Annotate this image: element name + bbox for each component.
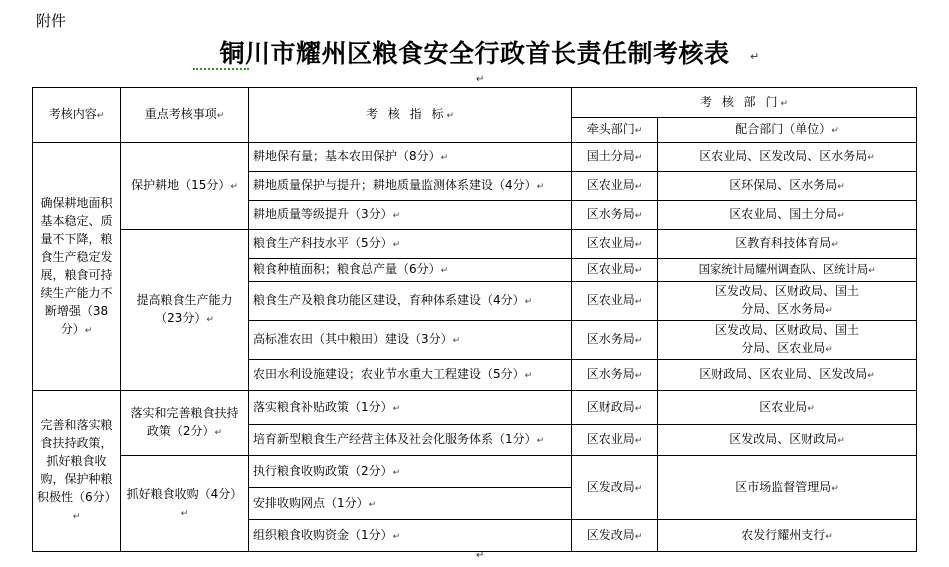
attachment-label: 附件: [36, 12, 67, 30]
lead-dept-cell: 区发改局↵: [572, 520, 658, 552]
indicator-cell: 粮食生产及粮食功能区建设，育种体系建设（4分）↵: [249, 282, 572, 321]
spellcheck-underline: [193, 66, 249, 70]
lead-dept-cell: 区农业局↵: [572, 172, 658, 201]
coop-dept-cell: 区发改局、区财政局、国土分局、区水务局↵: [658, 282, 917, 321]
key-item-cell: 保护耕地（15分）↵: [121, 143, 249, 230]
lead-dept-cell: 区水务局↵: [572, 360, 658, 391]
lead-dept-cell: 区农业局↵: [572, 425, 658, 456]
key-item-cell: 抓好粮食收购（4分）↵: [121, 456, 249, 552]
table-row: [33, 456, 917, 488]
indicator-cell: 落实粮食补贴政策（1分）↵: [249, 391, 572, 425]
coop-dept-cell: 农发行耀州支行↵: [658, 520, 917, 552]
indicator-cell: 粮食种植面积；粮食总产量（6分）↵: [249, 259, 572, 282]
indicator-cell: 组织粮食收购资金（1分）↵: [249, 520, 572, 552]
header-departments: 考 核 部 门↵: [572, 88, 917, 118]
lead-dept-cell: 国土分局↵: [572, 143, 658, 172]
paragraph-mark-icon: ↵: [750, 50, 760, 63]
page-title: 铜川市耀州区粮食安全行政首长责任制考核表: [219, 39, 730, 68]
lead-dept-cell: 区农业局↵: [572, 282, 658, 321]
lead-dept-cell: 区水务局↵: [572, 201, 658, 230]
lead-dept-cell: 区财政局↵: [572, 391, 658, 425]
indicator-cell: 耕地保有量；基本农田保护（8分）↵: [249, 143, 572, 172]
indicator-cell: 耕地质量保护与提升；耕地质量监测体系建设（4分）↵: [249, 172, 572, 201]
coop-dept-cell: 国家统计局耀州调查队、区统计局↵: [658, 259, 917, 282]
assessment-content-cell: 确保耕地面积基本稳定、质量不下降，粮食生产稳定发展，粮食可持续生产能力不断增强（38分）↵: [33, 143, 121, 391]
indicator-cell: 高标准农田（其中粮田）建设（3分）↵: [249, 321, 572, 360]
coop-dept-cell: 区农业局、区发改局、区水务局↵: [658, 143, 917, 172]
coop-dept-cell: 区农业局↵: [658, 391, 917, 425]
coop-dept-cell: 区财政局、区农业局、区发改局↵: [658, 360, 917, 391]
lead-dept-cell: 区发改局↵: [572, 456, 658, 520]
header-coop-dept: 配合部门（单位）↵: [658, 118, 917, 143]
coop-dept-cell: 区发改局、区财政局、国土分局、区农业局↵: [658, 321, 917, 360]
indicator-cell: 农田水利设施建设；农业节水重大工程建设（5分）↵: [249, 360, 572, 391]
indicator-cell: 安排收购网点（1分）↵: [249, 488, 572, 520]
paragraph-mark-icon: ↵: [476, 74, 485, 85]
key-item-cell: 落实和完善粮食扶持政策（2分）↵: [121, 391, 249, 456]
coop-dept-cell: 区农业局、国土分局↵: [658, 201, 917, 230]
lead-dept-cell: 区农业局↵: [572, 230, 658, 259]
indicator-cell: 执行粮食收购政策（2分）↵: [249, 456, 572, 488]
coop-dept-cell: 区教育科技体育局↵: [658, 230, 917, 259]
assessment-content-cell: 完善和落实粮食扶持政策，抓好粮食收购，保护种粮积极性（6分）↵: [33, 391, 121, 552]
indicator-cell: 培育新型粮食生产经营主体及社会化服务体系（1分）↵: [249, 425, 572, 456]
header-row: [33, 88, 917, 118]
table-row: [33, 230, 917, 259]
coop-dept-cell: 区市场监督管理局↵: [658, 456, 917, 520]
header-content: 考核内容↵: [33, 88, 121, 143]
table-row: [33, 391, 917, 425]
assessment-table: [32, 87, 917, 552]
lead-dept-cell: 区农业局↵: [572, 259, 658, 282]
indicator-cell: 粮食生产科技水平（5分）↵: [249, 230, 572, 259]
header-key-items: 重点考核事项↵: [121, 88, 249, 143]
header-indicators: 考 核 指 标↵: [249, 88, 572, 143]
lead-dept-cell: 区水务局↵: [572, 321, 658, 360]
paragraph-mark-icon: ↵: [476, 550, 485, 561]
indicator-cell: 耕地质量等级提升（3分）↵: [249, 201, 572, 230]
coop-dept-cell: 区发改局、区财政局↵: [658, 425, 917, 456]
key-item-cell: 提高粮食生产能力（23分）↵: [121, 230, 249, 391]
table-row: [33, 143, 917, 172]
coop-dept-cell: 区环保局、区水务局↵: [658, 172, 917, 201]
header-lead-dept: 牵头部门↵: [572, 118, 658, 143]
